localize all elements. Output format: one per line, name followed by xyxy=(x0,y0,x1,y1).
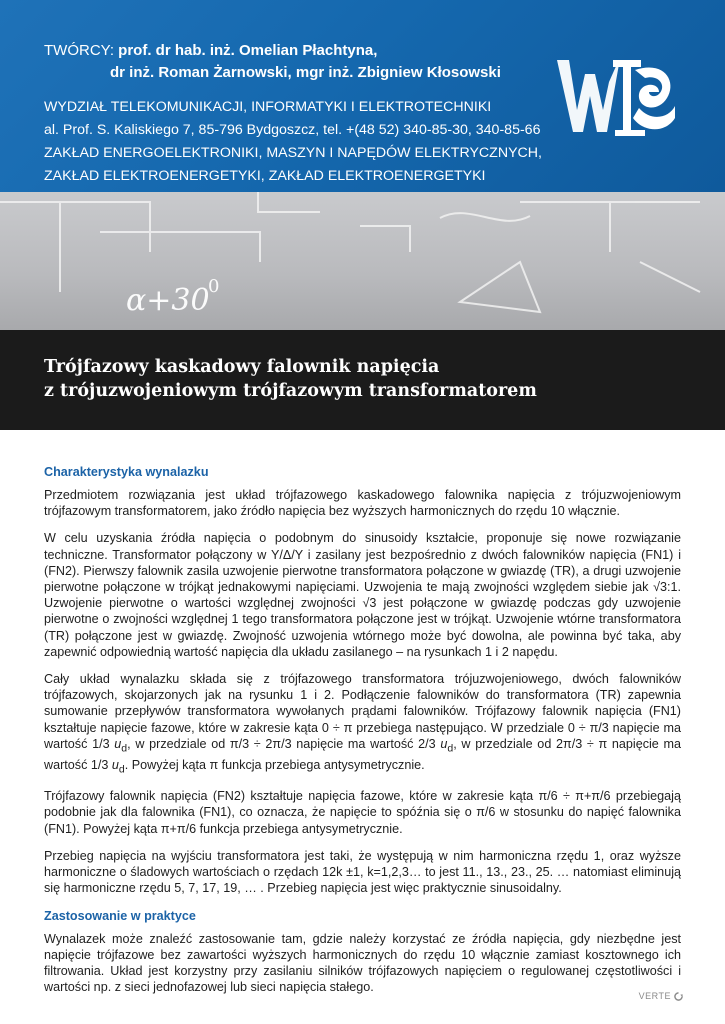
blackboard-drawing xyxy=(0,192,725,330)
institution-line: ZAKŁAD ENERGOELEKTRONIKI, MASZYN I NAPĘDÓW ELEKTRYCZNYCH, xyxy=(44,145,542,161)
u-symbol: u xyxy=(111,757,119,772)
main-content xyxy=(44,464,681,995)
decorative-blackboard-image xyxy=(0,192,725,330)
paragraph-2: W celu uzyskania źródła napięcia o podobnym do sinusoidy kształcie, proponuje się nowe rozwiązanie techniczne. Transformator połączony w Y/Δ/Y i zasilany jest bezpośrednio z dwóch falowników napięcia (FN1) i (FN2). Pierwszy falownik zasila uzwojenie pierwotne transformatora połączone w gwiazdę (TR), a drugi uzwojenie pierwotne połączone w trójkąt jednakowymi napięciami. Uzwojenia te mają zwojności względem siebie jak √3:1. Uzwojenie pierwotne o wartości względnej zwojności √3 jest połączone w gwiazdę podczas gdy uzwojenie pierwotne o zwojności względnej 1 tego transformatora połączone jest w trójkąt. Uzwojenie wtórne transformatora (TR) połączone jest w gwiazdę. Zwojność uzwojenia wtórnego może być dowolna, ale powinna być taka, aby zapewnić odpowiednią wartość napięcia dla układu zasilanego – na rysunkach 1 i 2 napędu. xyxy=(44,531,681,659)
title-line-2: z trójuzwojeniowym trójfazowym transformatorem xyxy=(44,381,537,401)
turn-page-icon xyxy=(674,992,683,1001)
verte-label: VERTE xyxy=(638,991,671,1001)
creators-line-2: dr inż. Roman Żarnowski, mgr inż. Zbigniew Kłosowski xyxy=(110,64,501,81)
p3-part-d: . Powyżej kąta π funkcja przebiega antysymetrycznie. xyxy=(124,757,425,772)
paragraph-1: Przedmiotem rozwiązania jest układ trójfazowego kaskadowego falownika napięcia z trójuzwojeniowym trójfazowym transformatorem, jako źródło napięcia bez wyższych harmonicznych do rzędu 10 włącznie. xyxy=(44,488,681,519)
u-symbol: u xyxy=(440,736,448,751)
paragraph-4: Trójfazowy falownik napięcia (FN2) kształtuje napięcia fazowe, które w zakresie kąta π/6 ÷ π+π/6 przebiegają podobnie jak dla falownika (FN1), co oznacza, że napięcie to spóźnia się o π/6 w stosunku do napięć falownika (FN1). Powyżej kąta π+π/6 funkcja przebiega antysymetrycznie. xyxy=(44,789,681,836)
institution-block xyxy=(44,96,542,188)
title-line-1: Trójfazowy kaskadowy falownik napięcia xyxy=(44,357,440,377)
document-title xyxy=(44,355,537,403)
u-subscript: d xyxy=(121,742,128,755)
institution-line: ZAKŁAD ELEKTROENERGETYKI, ZAKŁAD ELEKTROENERGETYKI xyxy=(44,168,486,184)
creators-block xyxy=(44,40,501,84)
section-heading-characteristics: Charakterystyka wynalazku xyxy=(44,465,209,479)
formula-text: α+30 xyxy=(126,283,210,318)
u-symbol: u xyxy=(114,736,122,751)
creators-line-1: prof. dr hab. inż. Omelian Płachtyna, xyxy=(118,42,378,59)
creators-label: TWÓRCY: xyxy=(44,42,119,59)
wtie-logo xyxy=(555,52,677,140)
formula-superscript: 0 xyxy=(208,276,220,297)
p3-part-b: , w przedziale od π/3 ÷ 2π/3 napięcie ma wartość 2/3 xyxy=(127,736,441,751)
institution-line: al. Prof. S. Kaliskiego 7, 85-796 Bydgoszcz, tel. +(48 52) 340-85-30, 340-85-66 xyxy=(44,122,541,138)
institution-line: WYDZIAŁ TELEKOMUNIKACJI, INFORMATYKI I ELEKTROTECHNIKI xyxy=(44,99,492,115)
p3-part-a: Cały układ wynalazku składa się z trójfazowego transformatora trójuzwojeniowego, dwóch falowników trójfazowych, skojarzonych jak na rysunku 1 i 2. Podłączenie falowników do transformatora (TR) zapewnia sumowanie przepływów transformatora wywołanych prądami falowników. Trójfazowy falownik napięcia (FN1) kształtuje napięcie fazowe, które w zakresie kąta 0 ÷ π przebiega następująco. W przedziale 0 ÷ π/3 napięcie ma wartość 1/3 xyxy=(44,672,681,751)
p3-part-c: , w przedziale od 2π/3 ÷ π napięcie ma wartość 1/3 xyxy=(44,736,681,772)
header-banner xyxy=(0,0,725,192)
u-subscript: d xyxy=(447,742,454,755)
verte-footer xyxy=(639,991,683,1001)
u-subscript: d xyxy=(118,763,125,776)
paragraph-5: Przebieg napięcia na wyjściu transformatora jest taki, że występują w nim harmoniczna rzędu 1, oraz wyższe harmoniczne o śladowych wartościach o rzędach 12k ±1, k=1,2,3… to jest 11., 13., 23., 25. … natomiast eliminują się harmoniczne rzędu 5, 7, 17, 19, … . Przebieg napięcia jest więc praktycznie sinusoidalny. xyxy=(44,848,681,896)
section-heading-application: Zastosowanie w praktyce xyxy=(44,908,196,923)
paragraph-3 xyxy=(44,671,681,777)
paragraph-6: Wynalazek może znaleźć zastosowanie tam, gdzie należy korzystać ze źródła napięcia, gdy niezbędne jest napięcie trójfazowe bez zawartości wyższych harmonicznych do rzędu 10 włącznie zamiast kosztownego ich filtrowania. Układ jest korzystny przy zasilaniu silników trójfazowych napięciem o regulowanej częstotliwości i wartości np. z sieci jednofazowej lub sieci napięcia stałego. xyxy=(44,931,681,995)
